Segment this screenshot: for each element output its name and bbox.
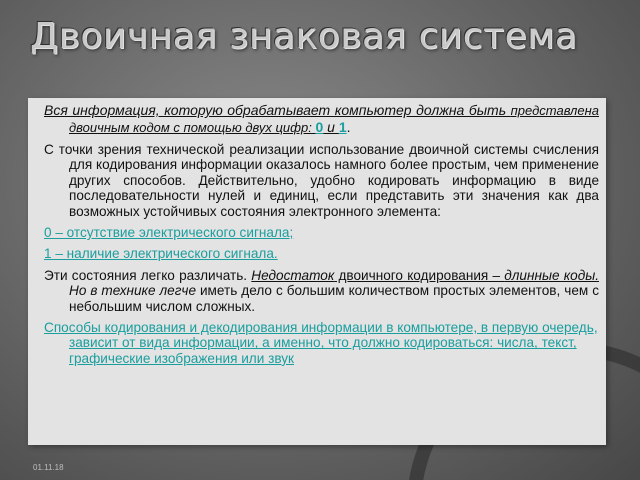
digit-one: 1 [338, 119, 347, 135]
states-text-c: двоичного кодирования – [334, 267, 505, 283]
states-text-a: Эти состояния легко различать. [44, 267, 252, 283]
slide-date: 01.11.18 [33, 463, 64, 472]
paragraph-methods-link[interactable]: Способы кодирования и декодирования информации в компьютере, в первую очередь, зависит от вида информации, а именно, что должно кодироваться: числа, текст, графические изображения или звук [44, 320, 598, 366]
content-area [44, 102, 599, 372]
long-codes: длинные коды. [504, 267, 599, 283]
state-one-line: 1 – наличие электрического сигнала. [44, 246, 278, 262]
intro-and: и [323, 119, 339, 135]
intro-end: . [346, 119, 351, 135]
paragraph-technical: С точки зрения технической реализации использование двоичной системы счисления для кодирования информации оказалось намного более простым, чем применение других способов. Действительно, удобно кодировать информацию в виде последовательности нулей и единиц, если представить эти значения как два возможных устойчивых состояния электронного элемента: [44, 142, 599, 219]
state-zero-line: 0 – отсутствие электрического сигнала; [44, 225, 294, 241]
states-text-e: Но в технике легче [69, 283, 196, 299]
intro-text-part2: представлена двоичным кодом с помощью двух цифр: [69, 103, 599, 135]
drawback-word: Недостаток [251, 267, 335, 283]
paragraph-intro [44, 102, 599, 136]
digit-zero: 0 [315, 119, 324, 135]
intro-text-part1: Вся информация, которую обрабатывает компьютер должна быть [44, 102, 511, 118]
slide-title: Двоичная знаковая система [30, 16, 578, 57]
paragraph-states [44, 268, 599, 314]
states-text-f: иметь дело с большим количеством простых элементов, чем с небольшим числом сложных. [69, 283, 599, 314]
